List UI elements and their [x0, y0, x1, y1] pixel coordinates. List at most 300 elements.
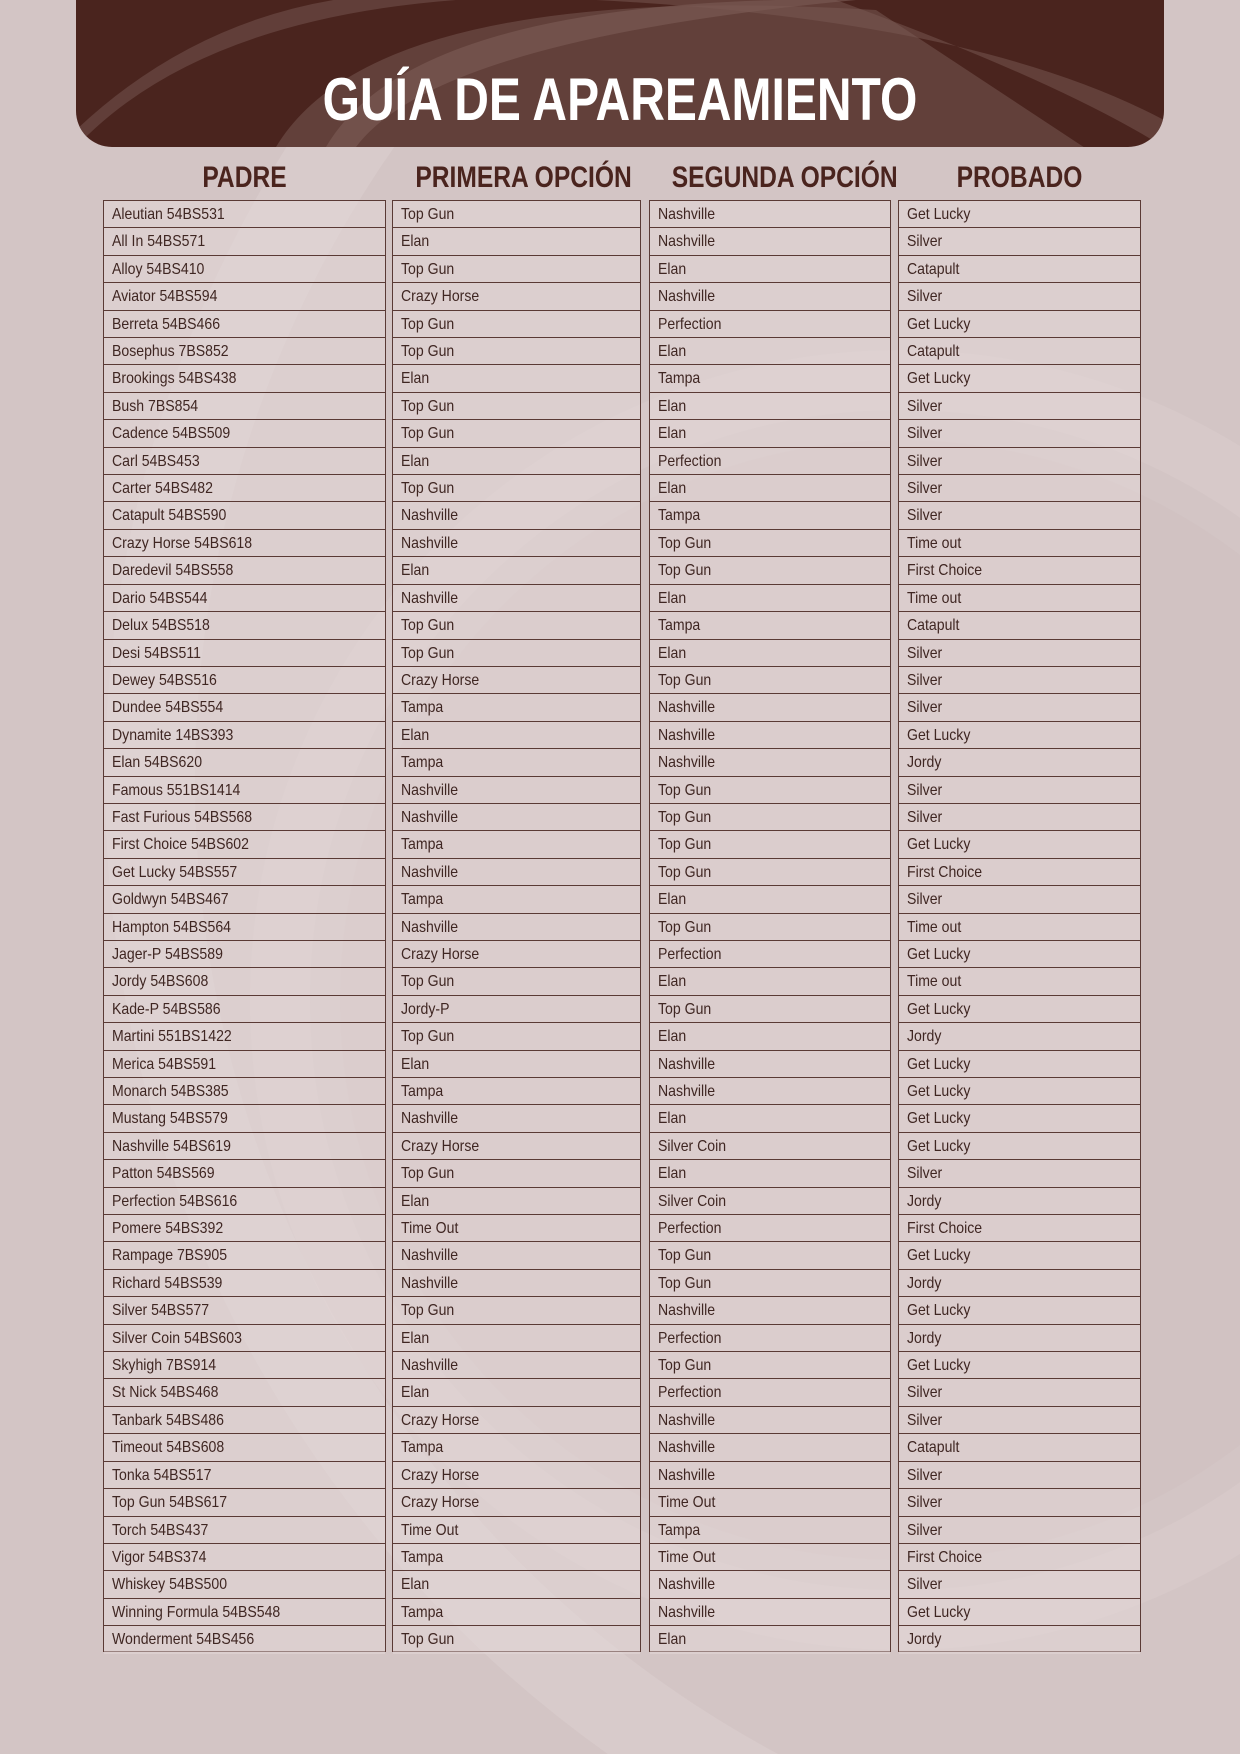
cell-text: Crazy Horse	[401, 1411, 480, 1429]
cell-text: Silver	[907, 891, 943, 909]
segunda-opcion-cell	[650, 749, 890, 776]
primera-opcion-cell	[393, 640, 640, 667]
cell-text: Top Gun	[658, 863, 712, 881]
cell-text: Top Gun	[401, 315, 455, 333]
padre-cell	[104, 530, 385, 557]
cell-text: Carl 54BS453	[112, 452, 200, 470]
cell-text: Silver	[907, 288, 943, 306]
cell-text: Daredevil 54BS558	[112, 562, 234, 580]
cell-text: Nashville	[658, 754, 716, 772]
cell-text: Silver	[907, 1165, 943, 1183]
cell-text: Time Out	[401, 1220, 459, 1238]
cell-text: Elan 54BS620	[112, 754, 203, 772]
cell-text: Top Gun	[401, 343, 455, 361]
segunda-opcion-cell	[650, 1078, 890, 1105]
cell-text: Nashville	[401, 1110, 459, 1128]
cell-text: Elan	[658, 1028, 687, 1046]
cell-text: Mustang 54BS579	[112, 1110, 228, 1128]
segunda-opcion-cell	[650, 311, 890, 338]
primera-opcion-cell	[393, 1434, 640, 1461]
segunda-opcion-cell	[650, 1379, 890, 1406]
cell-text: Catapult	[907, 260, 960, 278]
cell-text: Nashville	[658, 1576, 716, 1594]
cell-text: Elan	[658, 644, 687, 662]
segunda-opcion-cell	[650, 557, 890, 584]
probado-cell	[899, 941, 1140, 968]
primera-opcion-cell	[393, 1462, 640, 1489]
primera-opcion-cell	[393, 1379, 640, 1406]
cell-text: Tampa	[658, 370, 701, 388]
padre-cell	[104, 667, 385, 694]
segunda-opcion-cell	[650, 831, 890, 858]
cell-text: Elan	[401, 562, 430, 580]
cell-text: Elan	[658, 1631, 687, 1649]
cell-text: Jordy	[907, 1631, 942, 1649]
padre-cell	[104, 1379, 385, 1406]
padre-cell	[104, 612, 385, 639]
cell-text: Aleutian 54BS531	[112, 206, 225, 223]
primera-opcion-cell	[393, 996, 640, 1023]
cell-text: Pomere 54BS392	[112, 1220, 224, 1238]
primera-opcion-cell	[393, 1297, 640, 1324]
cell-text: Silver	[907, 781, 943, 799]
segunda-opcion-cell	[650, 1599, 890, 1626]
probado-cell	[899, 914, 1140, 941]
cell-text: Catapult	[907, 343, 960, 361]
probado-cell	[899, 475, 1140, 502]
cell-text: Top Gun	[658, 808, 712, 826]
cell-text: Time out	[907, 918, 962, 936]
cell-text: First Choice	[907, 562, 983, 580]
segunda-opcion-cell	[650, 1517, 890, 1544]
segunda-opcion-cell	[650, 941, 890, 968]
probado-column	[898, 200, 1141, 1652]
probado-cell	[899, 859, 1140, 886]
probado-cell	[899, 1626, 1140, 1653]
primera-opcion-cell	[393, 201, 640, 228]
padre-cell	[104, 393, 385, 420]
cell-text: Nashville	[658, 1055, 716, 1073]
cell-text: Timeout 54BS608	[112, 1439, 225, 1457]
segunda-opcion-cell	[650, 585, 890, 612]
probado-cell	[899, 886, 1140, 913]
cell-text: Top Gun	[401, 260, 455, 278]
padre-cell	[104, 311, 385, 338]
segunda-opcion-cell	[650, 338, 890, 365]
padre-cell	[104, 1407, 385, 1434]
padre-cell	[104, 557, 385, 584]
cell-text: Tampa	[401, 754, 444, 772]
cell-text: Crazy Horse	[401, 1466, 480, 1484]
probado-cell	[899, 804, 1140, 831]
primera-opcion-cell	[393, 585, 640, 612]
padre-cell	[104, 1023, 385, 1050]
cell-text: First Choice	[907, 1220, 983, 1238]
cell-text: Desi 54BS511	[112, 644, 201, 662]
primera-opcion-cell	[393, 749, 640, 776]
primera-opcion-cell	[393, 338, 640, 365]
cell-text: Top Gun	[658, 918, 712, 936]
primera-opcion-cell	[393, 448, 640, 475]
cell-text: First Choice	[907, 863, 983, 881]
primera-opcion-cell	[393, 256, 640, 283]
cell-text: Elan	[401, 370, 430, 388]
primera-opcion-cell	[393, 1188, 640, 1215]
cell-text: Tampa	[658, 617, 701, 635]
primera-opcion-cell	[393, 1599, 640, 1626]
segunda-opcion-cell	[650, 201, 890, 228]
cell-text: Dundee 54BS554	[112, 699, 224, 717]
segunda-opcion-cell	[650, 1051, 890, 1078]
cell-text: Nashville	[401, 918, 459, 936]
cell-text: Elan	[658, 973, 687, 991]
cell-text: Tonka 54BS517	[112, 1466, 212, 1484]
probado-cell	[899, 530, 1140, 557]
cell-text: Wonderment 54BS456	[112, 1631, 255, 1649]
primera-opcion-cell	[393, 1105, 640, 1132]
primera-opcion-cell	[393, 557, 640, 584]
cell-text: Bush 7BS854	[112, 397, 199, 415]
cell-text: Perfection	[658, 452, 722, 470]
cell-text: Silver	[907, 1494, 943, 1512]
cell-text: Rampage 7BS905	[112, 1247, 228, 1265]
padre-cell	[104, 256, 385, 283]
cell-text: Nashville	[658, 206, 716, 223]
probado-cell	[899, 1434, 1140, 1461]
probado-cell	[899, 201, 1140, 228]
probado-cell	[899, 311, 1140, 338]
segunda-opcion-cell	[650, 886, 890, 913]
padre-cell	[104, 722, 385, 749]
padre-cell	[104, 1434, 385, 1461]
padre-cell	[104, 1133, 385, 1160]
primera-opcion-cell	[393, 1325, 640, 1352]
probado-cell	[899, 1325, 1140, 1352]
cell-text: Catapult	[907, 1439, 960, 1457]
page-title: GUÍA DE APAREAMIENTO	[322, 66, 918, 133]
primera-opcion-cell	[393, 1215, 640, 1242]
cell-text: Perfection	[658, 1220, 722, 1238]
probado-cell	[899, 1078, 1140, 1105]
segunda-opcion-column	[649, 200, 891, 1652]
padre-cell	[104, 201, 385, 228]
cell-text: Jordy	[907, 1028, 942, 1046]
probado-cell	[899, 1544, 1140, 1571]
padre-cell	[104, 1489, 385, 1516]
cell-text: Tampa	[401, 1548, 444, 1566]
primera-opcion-cell	[393, 1078, 640, 1105]
primera-opcion-cell	[393, 365, 640, 392]
segunda-opcion-cell	[650, 859, 890, 886]
cell-text: Silver	[907, 1411, 943, 1429]
probado-cell	[899, 777, 1140, 804]
padre-cell	[104, 777, 385, 804]
segunda-opcion-cell	[650, 722, 890, 749]
primera-opcion-cell	[393, 311, 640, 338]
segunda-opcion-cell	[650, 1270, 890, 1297]
cell-text: Tampa	[401, 1083, 444, 1100]
cell-text: Martini 551BS1422	[112, 1028, 232, 1046]
cell-text: Nashville	[658, 699, 716, 717]
cell-text: Time out	[907, 534, 962, 552]
segunda-opcion-cell	[650, 667, 890, 694]
primera-opcion-cell	[393, 530, 640, 557]
primera-opcion-cell	[393, 968, 640, 995]
padre-cell	[104, 1352, 385, 1379]
segunda-opcion-cell	[650, 1544, 890, 1571]
primera-opcion-cell	[393, 228, 640, 255]
cell-text: Top Gun	[658, 781, 712, 799]
padre-cell	[104, 914, 385, 941]
padre-cell	[104, 283, 385, 310]
segunda-opcion-cell	[650, 1242, 890, 1269]
cell-text: Get Lucky	[907, 315, 971, 333]
primera-opcion-cell	[393, 1242, 640, 1269]
probado-cell	[899, 502, 1140, 529]
cell-text: First Choice 54BS602	[112, 836, 249, 854]
cell-text: Elan	[401, 1329, 430, 1347]
cell-text: Nashville	[658, 1603, 716, 1621]
header-banner	[76, 0, 1164, 147]
segunda-opcion-cell	[650, 365, 890, 392]
cell-text: Crazy Horse	[401, 945, 480, 963]
cell-text: Elan	[658, 343, 687, 361]
cell-text: Nashville	[658, 1083, 716, 1100]
cell-text: Perfection	[658, 1384, 722, 1402]
cell-text: Catapult 54BS590	[112, 507, 227, 525]
probado-cell	[899, 1215, 1140, 1242]
padre-cell	[104, 1215, 385, 1242]
padre-cell	[104, 1270, 385, 1297]
padre-cell	[104, 585, 385, 612]
primera-opcion-cell	[393, 777, 640, 804]
padre-cell	[104, 1325, 385, 1352]
cell-text: Aviator 54BS594	[112, 288, 218, 306]
cell-text: Top Gun	[658, 534, 712, 552]
primera-opcion-cell	[393, 694, 640, 721]
cell-text: Silver	[907, 233, 943, 251]
cell-text: Perfection	[658, 315, 722, 333]
cell-text: Nashville	[401, 1357, 459, 1375]
cell-text: Tanbark 54BS486	[112, 1411, 224, 1429]
primera-opcion-cell	[393, 804, 640, 831]
primera-opcion-cell	[393, 1544, 640, 1571]
cell-text: Goldwyn 54BS467	[112, 891, 229, 909]
cell-text: Silver Coin	[658, 1137, 727, 1155]
cell-text: Tampa	[401, 1603, 444, 1621]
cell-text: Top Gun	[658, 1000, 712, 1018]
cell-text: Winning Formula 54BS548	[112, 1603, 281, 1621]
cell-text: Silver Coin	[658, 1192, 727, 1210]
probado-cell	[899, 640, 1140, 667]
cell-text: Elan	[658, 397, 687, 415]
cell-text: Elan	[658, 1165, 687, 1183]
primera-opcion-cell	[393, 283, 640, 310]
cell-text: Brookings 54BS438	[112, 370, 237, 388]
probado-cell	[899, 612, 1140, 639]
cell-text: Delux 54BS518	[112, 617, 210, 635]
padre-cell	[104, 694, 385, 721]
probado-cell	[899, 1188, 1140, 1215]
cell-text: Fast Furious 54BS568	[112, 808, 253, 826]
padre-cell	[104, 1160, 385, 1187]
cell-text: Nashville	[401, 808, 459, 826]
segunda-opcion-cell	[650, 530, 890, 557]
segunda-opcion-cell	[650, 1215, 890, 1242]
cell-text: Elan	[658, 480, 687, 498]
cell-text: Top Gun	[401, 973, 455, 991]
cell-text: Silver	[907, 671, 943, 689]
cell-text: Dewey 54BS516	[112, 671, 217, 689]
probado-cell	[899, 283, 1140, 310]
segunda-opcion-cell	[650, 448, 890, 475]
cell-text: First Choice	[907, 1548, 983, 1566]
cell-text: Get Lucky	[907, 726, 971, 744]
segunda-opcion-cell	[650, 968, 890, 995]
padre-cell	[104, 1297, 385, 1324]
cell-text: Crazy Horse	[401, 1494, 480, 1512]
segunda-opcion-cell	[650, 1434, 890, 1461]
padre-cell	[104, 1105, 385, 1132]
cell-text: Dynamite 14BS393	[112, 726, 234, 744]
segunda-opcion-cell	[650, 283, 890, 310]
cell-text: Tampa	[401, 699, 444, 717]
primera-opcion-cell	[393, 420, 640, 447]
padre-column	[103, 200, 386, 1652]
cell-text: Nashville	[658, 1411, 716, 1429]
cell-text: Nashville	[658, 1439, 716, 1457]
column-header-segunda-opcion: SEGUNDA OPCIÓN	[671, 161, 898, 194]
padre-cell	[104, 1078, 385, 1105]
padre-cell	[104, 1051, 385, 1078]
segunda-opcion-cell	[650, 475, 890, 502]
cell-text: Elan	[401, 1055, 430, 1073]
cell-text: Top Gun	[401, 1028, 455, 1046]
cell-text: Silver 54BS577	[112, 1302, 210, 1320]
padre-cell	[104, 859, 385, 886]
cell-text: Get Lucky	[907, 1083, 971, 1100]
segunda-opcion-cell	[650, 1023, 890, 1050]
probado-cell	[899, 1297, 1140, 1324]
probado-cell	[899, 1242, 1140, 1269]
cell-text: Top Gun	[401, 480, 455, 498]
cell-text: Silver	[907, 1576, 943, 1594]
cell-text: Get Lucky	[907, 1357, 971, 1375]
cell-text: Jordy	[907, 1329, 942, 1347]
cell-text: Catapult	[907, 617, 960, 635]
segunda-opcion-cell	[650, 1325, 890, 1352]
cell-text: Silver	[907, 1384, 943, 1402]
cell-text: Top Gun	[401, 644, 455, 662]
cell-text: Patton 54BS569	[112, 1165, 215, 1183]
probado-cell	[899, 722, 1140, 749]
cell-text: Top Gun	[401, 617, 455, 635]
column-header-primera-opcion: PRIMERA OPCIÓN	[415, 161, 632, 194]
primera-opcion-cell	[393, 831, 640, 858]
padre-cell	[104, 968, 385, 995]
probado-cell	[899, 1160, 1140, 1187]
primera-opcion-cell	[393, 1133, 640, 1160]
cell-text: Merica 54BS591	[112, 1055, 217, 1073]
cell-text: Silver	[907, 808, 943, 826]
cell-text: Nashville	[401, 863, 459, 881]
column-header-probado: PROBADO	[956, 161, 1083, 194]
probado-cell	[899, 1352, 1140, 1379]
cell-text: Nashville	[658, 1466, 716, 1484]
cell-text: Tampa	[658, 1521, 701, 1539]
cell-text: Elan	[658, 589, 687, 607]
segunda-opcion-cell	[650, 1352, 890, 1379]
cell-text: Berreta 54BS466	[112, 315, 221, 333]
cell-text: Skyhigh 7BS914	[112, 1357, 217, 1375]
probado-cell	[899, 1489, 1140, 1516]
segunda-opcion-cell	[650, 502, 890, 529]
probado-cell	[899, 365, 1140, 392]
primera-opcion-cell	[393, 612, 640, 639]
primera-opcion-cell	[393, 886, 640, 913]
primera-opcion-cell	[393, 1352, 640, 1379]
probado-cell	[899, 585, 1140, 612]
padre-cell	[104, 941, 385, 968]
cell-text: Get Lucky	[907, 1137, 971, 1155]
padre-cell	[104, 502, 385, 529]
primera-opcion-cell	[393, 475, 640, 502]
cell-text: Time out	[907, 973, 962, 991]
column-header-padre: PADRE	[202, 161, 287, 194]
cell-text: Elan	[401, 1576, 430, 1594]
probado-cell	[899, 1133, 1140, 1160]
cell-text: Torch 54BS437	[112, 1521, 209, 1539]
cell-text: Get Lucky	[907, 370, 971, 388]
cell-text: Top Gun	[658, 1357, 712, 1375]
cell-text: Tampa	[658, 507, 701, 525]
padre-cell	[104, 804, 385, 831]
probado-cell	[899, 667, 1140, 694]
padre-cell	[104, 420, 385, 447]
primera-opcion-cell	[393, 1023, 640, 1050]
cell-text: Get Lucky	[907, 1247, 971, 1265]
cell-text: Cadence 54BS509	[112, 425, 231, 443]
probado-cell	[899, 831, 1140, 858]
cell-text: Famous 551BS1414	[112, 781, 241, 799]
cell-text: Nashville	[658, 1302, 716, 1320]
probado-cell	[899, 694, 1140, 721]
segunda-opcion-cell	[650, 804, 890, 831]
cell-text: Silver	[907, 644, 943, 662]
cell-text: Get Lucky	[907, 1302, 971, 1320]
padre-cell	[104, 996, 385, 1023]
probado-cell	[899, 1407, 1140, 1434]
segunda-opcion-cell	[650, 1489, 890, 1516]
cell-text: Hampton 54BS564	[112, 918, 231, 936]
cell-text: Elan	[401, 233, 430, 251]
cell-text: Get Lucky 54BS557	[112, 863, 238, 881]
probado-cell	[899, 1517, 1140, 1544]
segunda-opcion-cell	[650, 996, 890, 1023]
cell-text: Silver	[907, 480, 943, 498]
cell-text: Nashville	[658, 233, 716, 251]
padre-cell	[104, 1462, 385, 1489]
cell-text: Kade-P 54BS586	[112, 1000, 221, 1018]
cell-text: St Nick 54BS468	[112, 1384, 219, 1402]
padre-cell	[104, 1626, 385, 1653]
cell-text: Elan	[401, 1192, 430, 1210]
padre-cell	[104, 1242, 385, 1269]
cell-text: All In 54BS571	[112, 233, 206, 251]
cell-text: Crazy Horse	[401, 671, 480, 689]
padre-cell	[104, 749, 385, 776]
cell-text: Get Lucky	[907, 206, 971, 223]
